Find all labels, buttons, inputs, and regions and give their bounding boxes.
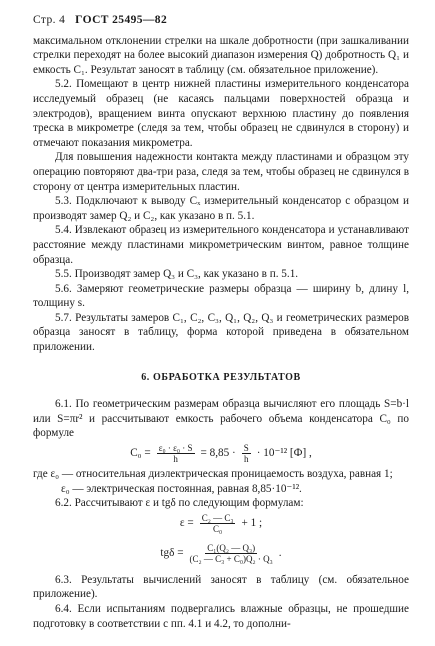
where-epsilon-0: ε₀ — электрическая постоянная, равная 8,85·10⁻¹². [61, 482, 302, 495]
formula-epsilon-lhs: ε = [179, 517, 194, 530]
formula-tgdelta-lhs: tgδ = [160, 547, 184, 560]
formula-c0-rhs: · 10⁻¹² [Ф] , [256, 447, 312, 460]
paragraph-5-3: 5.3. Подключают к выводу Cₓ измерительный конденсатор с образцом и производят замер Q₂ и C₂, как указано в п. 5.1. [33, 195, 409, 222]
paragraph-5-4: 5.4. Извлекают образец из измерительного конденсатора и устанавливают расстояние между пластинами микрометрическим винтом, равное толщине образца. [33, 224, 409, 266]
formula-c0-numerator: ε₀ · ε₀ · S [158, 443, 193, 454]
paragraph-continued: максимальном отклонении стрелки на шкале добротности (при зашкаливании стрелки переходят на более высокий диапазон измерения Q) добротность Q₁ и емкость C₁. Результат заносят в таблицу (см. обязательное приложение). [33, 34, 409, 76]
paragraph-6-2: 6.2. Рассчитывают ε и tgδ по следующим формулам: [55, 497, 304, 510]
standard-number: ГОСТ 25495—82 [75, 14, 168, 26]
formula-epsilon [33, 513, 409, 541]
page-number: Стр. 4 [33, 14, 66, 26]
formula-epsilon-fraction [200, 513, 236, 534]
paragraph-6-1: 6.1. По геометрическим размерам образца вычисляют его площадь S=b·l или S=πr² и рассчитывают емкость рабочего объема конденсатора C₀ по формуле [33, 398, 409, 440]
section-title: 6. ОБРАБОТКА РЕЗУЛЬТАТОВ [141, 371, 301, 383]
formula-tgdelta-numerator: C₁(Q₂ — Q₃) [207, 542, 256, 553]
paragraph-5-6: 5.6. Замеряют геометрические размеры образца — ширину b, длину l, толщину s. [33, 282, 409, 310]
formula-epsilon-denominator: C₀ [213, 523, 223, 534]
formula-c0-fraction-2 [242, 443, 251, 464]
paragraph-5-7: 5.7. Результаты замеров C₁, C₂, C₃, Q₁, Q₂, Q₃ и геометрических размеров образца заносят в таблицу, форма которой приведена в обязательном приложении. [33, 311, 409, 354]
formula-c0-lhs: C₀ = [130, 447, 151, 460]
formula-c0-denominator: h [173, 454, 178, 465]
formula-c0-fraction [157, 443, 195, 464]
formula-epsilon-rhs: + 1 ; [241, 517, 263, 530]
formula-c0-denominator-2: h [244, 454, 249, 465]
formula-tgdelta-rhs: . [278, 547, 282, 560]
paragraph-5-5: 5.5. Производят замер Q₃ и C₃, как указано в п. 5.1. [55, 268, 299, 281]
paragraph-5-2-b: Для повышения надежности контакта между пластинами и образцом эту операцию повторяют два-три раза, следя за тем, чтобы образец не сдвинулся в сторону от центра измерительных пластин. [33, 151, 409, 193]
formula-c0-middle: = 8,85 · [200, 447, 236, 460]
paragraph-6-3: 6.3. Результаты вычислений заносят в таблицу (см. обязательное приложение). [33, 573, 409, 601]
formula-tgdelta-fraction [190, 543, 273, 564]
formula-c0-numerator-2: S [243, 443, 249, 454]
formula-tgdelta [33, 543, 409, 571]
formula-tgdelta-denominator: (C₂ — C₃ + C₀)Q₂ · Q₃ [189, 553, 273, 564]
formula-epsilon-numerator: C₂ — C₃ [201, 512, 234, 523]
where-epsilon: где ε₀ — относительная диэлектрическая проницаемость воздуха, равная 1; [33, 468, 393, 481]
paragraph-5-2: 5.2. Помещают в центр нижней пластины измерительного конденсатора исследуемый образец (не касаясь пальцами поверхностей образца и электродов), вращением винта опускают верхнюю пластину до появления треска в микрометре (следя за тем, чтобы образец не сдвинулся в сторону) и отмечают показания микрометра. [33, 78, 409, 149]
formula-c0 [33, 443, 409, 465]
paragraph-6-4: 6.4. Если испытаниям подвергались влажные образцы, не прошедшие подготовку в соответствии с пп. 4.1 и 4.2, то дополни- [33, 603, 409, 630]
page-header [33, 13, 409, 28]
